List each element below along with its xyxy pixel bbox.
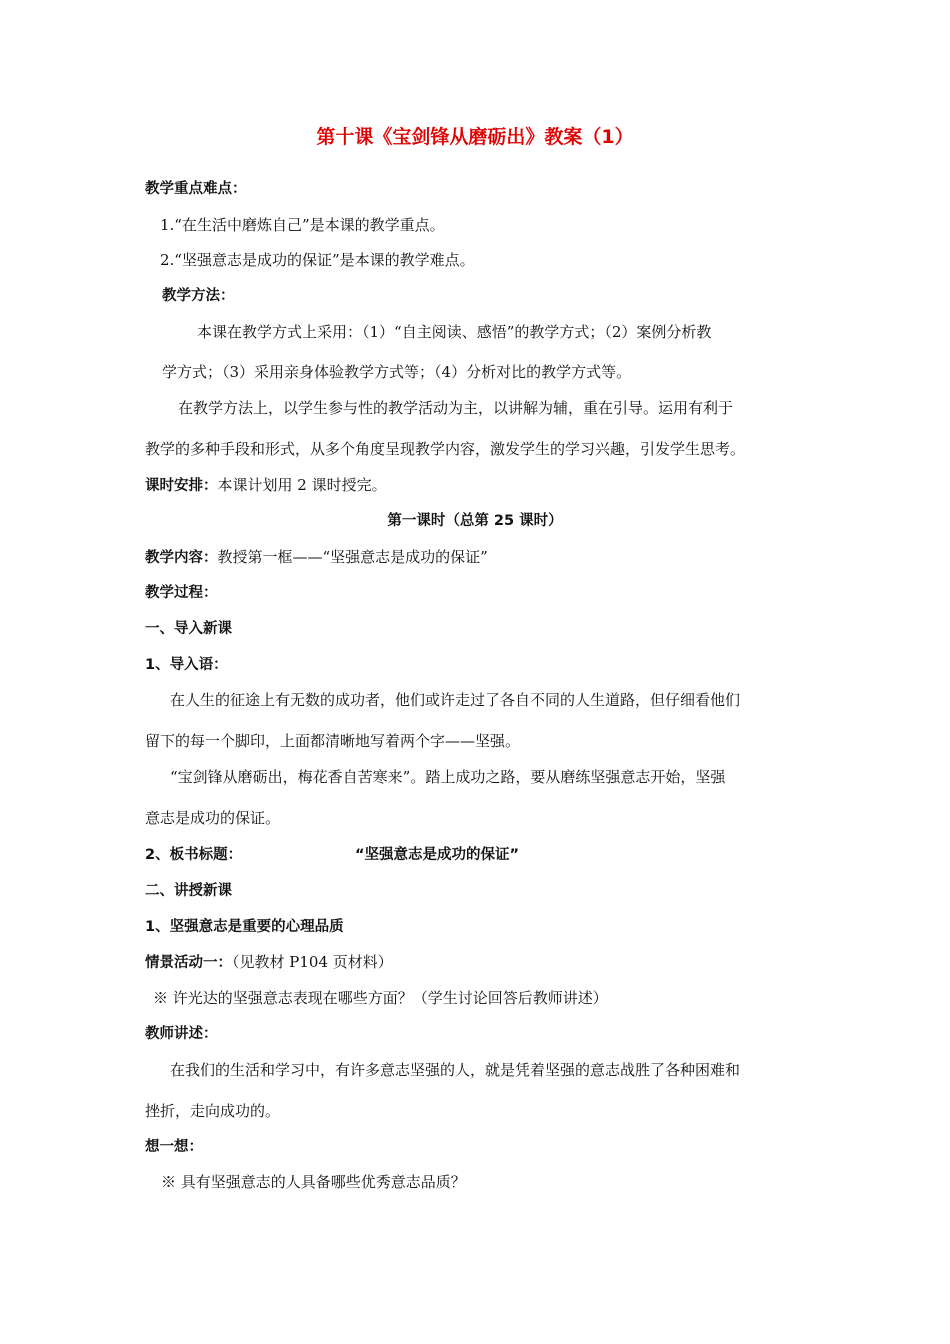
board-title: “坚强意志是成功的保证” (355, 847, 520, 863)
key-point-item-1: 1.“在生活中磨炼自己”是本课的教学重点。 (160, 216, 445, 234)
question-1: ※ 许光达的坚强意志表现在哪些方面？（学生讨论回答后教师讲述） (153, 989, 608, 1007)
methods-paragraph-2-line-2: 教学的多种手段和形式，从多个角度呈现教学内容，激发学生的学习兴趣，引发学生思考。 (145, 440, 746, 458)
process-heading: 教学过程： (145, 585, 218, 601)
teacher-heading: 教师讲述： (145, 1026, 218, 1042)
intro-paragraph-2-line-1: “宝剑锋从磨砺出，梅花香自苦寒来”。踏上成功之路，要从磨练坚强意志开始，坚强 (170, 768, 726, 786)
section-2-heading: 二、讲授新课 (145, 883, 232, 899)
key-point-item-2: 2.“坚强意志是成功的保证”是本课的教学难点。 (160, 251, 475, 269)
section-1-heading: 一、导入新课 (145, 621, 232, 637)
activity-text: （见教材 P104 页材料） (232, 953, 393, 971)
methods-heading: 教学方法： (162, 288, 235, 304)
think-heading: 想一想： (145, 1139, 203, 1155)
methods-paragraph-1-line-2: 学方式；（3）采用亲身体验教学方式等；（4）分析对比的教学方式等。 (162, 363, 632, 381)
content-label: 教学内容： (145, 550, 218, 566)
teacher-paragraph-line-2: 挫折，走向成功的。 (145, 1102, 281, 1120)
schedule-text: 本课计划用 2 课时授完。 (217, 476, 387, 494)
activity-label: 情景活动一： (145, 955, 232, 971)
lesson-heading: 第一课时（总第 25 课时） (387, 513, 563, 529)
subsection-1-heading: 1、坚强意志是重要的心理品质 (145, 919, 344, 935)
content-line (145, 547, 488, 568)
schedule-label: 课时安排： (145, 478, 218, 494)
methods-paragraph-2-line-1: 在教学方法上，以学生参与性的教学活动为主，以讲解为辅，重在引导。运用有利于 (178, 399, 734, 417)
intro-paragraph-2-line-2: 意志是成功的保证。 (145, 809, 281, 827)
intro-paragraph-1-line-2: 留下的每一个脚印，上面都清晰地写着两个字——坚强。 (145, 732, 521, 750)
schedule-line (145, 475, 387, 496)
intro-heading: 1、导入语： (145, 657, 228, 673)
content-text: 教授第一框——“坚强意志是成功的保证” (217, 548, 488, 566)
board-label: 2、板书标题： (145, 847, 243, 863)
activity-line (145, 952, 393, 973)
document-title: 第十课《宝剑锋从磨砺出》教案（1） (316, 126, 634, 148)
intro-paragraph-1-line-1: 在人生的征途上有无数的成功者，他们或许走过了各自不同的人生道路，但仔细看他们 (170, 691, 741, 709)
question-2: ※ 具有坚强意志的人具备哪些优秀意志品质？ (161, 1173, 466, 1191)
key-points-heading: 教学重点难点： (145, 181, 247, 197)
teacher-paragraph-line-1: 在我们的生活和学习中，有许多意志坚强的人，就是凭着坚强的意志战胜了各种困难和 (170, 1061, 741, 1079)
methods-paragraph-1-line-1: 本课在教学方式上采用：（1）“自主阅读、感悟”的教学方式；（2）案例分析教 (197, 323, 712, 341)
